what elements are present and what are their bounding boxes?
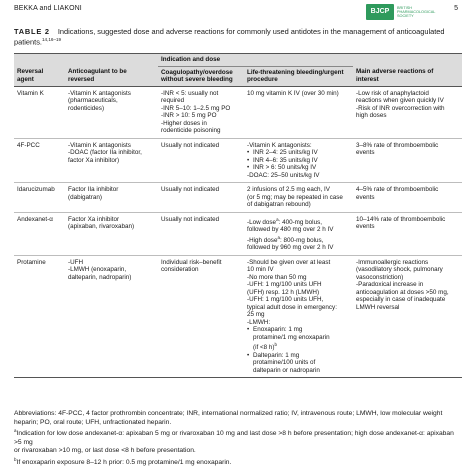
cell-reversed: Factor Xa inhibitor (apixaban, rivaroxaban) — [65, 212, 158, 255]
cell-agent: Andexanet-α — [14, 212, 65, 255]
running-head-authors: BEKKA and LIAKONI — [14, 5, 82, 12]
table-label: TABLE 2 — [14, 27, 50, 36]
cell-agent: Protamine — [14, 255, 65, 378]
cell-coagulopathy: -INR < 5: usually not required -INR 5–10: 1–2.5 mg PO -INR > 10: 5 mg PO -Higher doses in rodenticide poisoning — [158, 86, 244, 138]
cell-agent: 4F-PCC — [14, 138, 65, 183]
column-header-reversed: Anticoagulant to be reversed — [65, 66, 158, 86]
list-item: • INR 2–4: 25 units/kg IV — [247, 149, 350, 157]
page-number: 5 — [454, 5, 458, 12]
cell-coagulopathy: Individual risk–benefit consideration — [158, 255, 244, 378]
column-header-life-threatening: Life-threatening bleeding/urgent procedure — [244, 66, 353, 86]
table-caption — [14, 28, 460, 47]
group-header-indication: Indication and dose — [158, 54, 353, 67]
table-row — [14, 86, 462, 138]
cell-coagulopathy: Usually not indicated — [158, 138, 244, 183]
list-item: • Enoxaparin: 1 mg — [247, 326, 350, 334]
cell-adverse: 4–5% rate of thromboembolic events — [353, 183, 462, 213]
column-header-coagulopathy: Coagulopathy/overdose without severe bleeding — [158, 66, 244, 86]
cell-agent: Idarucizumab — [14, 183, 65, 213]
table-row — [14, 212, 462, 255]
cell-agent: Vitamin K — [14, 86, 65, 138]
cell-life-threatening: -Low dose$^a$: 400-mg bolus, followed by 480 mg over 2 h IV -High dose$^a$: 800-mg bolus, followed by 960 mg over 2 h IV — [244, 212, 353, 255]
footnote-a: $^a$Indication for low dose andexanet-α: apixaban 5 mg or rivaroxaban 10 mg and last dose >8 h before presentation; high dose andexanet-α: apixaban >5 mg — [14, 428, 454, 446]
cell-coagulopathy: Usually not indicated — [158, 183, 244, 213]
footnote-abbreviations: Abbreviations: 4F-PCC, 4 factor prothrombin concentrate; INR, international normalized ratio; IV, intravenous route; LMWH, low molecular weight — [14, 410, 443, 417]
caption-refs: 14,16–19 — [41, 37, 62, 43]
journal-logo — [366, 4, 448, 20]
list-item: • Dalteparin: 1 mg — [247, 352, 350, 360]
cell-reversed: -Vitamin K antagonists -DOAC (factor IIa inhibitor, factor Xa inhibitor) — [65, 138, 158, 183]
antidote-table — [14, 53, 462, 378]
cell-reversed: -UFH -LMWH (enoxaparin, dalteparin, nadroparin) — [65, 255, 158, 378]
cell-life-threatening: -Should be given over at least 10 min IV -No more than 50 mg -UFH: 1 mg/100 units UFH (UFH) resp. 12 h (LMWH) -UFH: 1 mg/100 units UFH, typical adult dose in emergency: 25 mg -LMWH: • Enoxaparin: 1 mg protamine/1 mg enoxaparin (if <8 h)$^b$ • Dalteparin: 1 mg protamine/100 units of dalteparin or nadroparin — [244, 255, 353, 378]
table-footnotes: Abbreviations: 4F-PCC, 4 factor prothrombin concentrate; INR, international normalized ratio; IV, intravenous route; LMWH, low molecular weight heparin; PO, oral route; UFH, unfractionated heparin. $^a$Indication for low dose andexanet-α: apixaban 5 mg or rivaroxaban 10 mg and last dose >8 h before presentation; high dose andexanet-α: apixaban >5 mg or rivaroxaban >10 mg, or last dose <8 h before presentation. $^b$If enoxaparin exposure 8–12 h prior: 0.5 mg protamine/1 mg enoxaparin. — [14, 410, 462, 467]
table-row — [14, 138, 462, 183]
cell-adverse: 10–14% rate of thromboembolic events — [353, 212, 462, 255]
cell-adverse: 3–8% rate of thromboembolic events — [353, 138, 462, 183]
cell-coagulopathy: Usually not indicated — [158, 212, 244, 255]
cell-reversed: Factor IIa inhibitor (dabigatran) — [65, 183, 158, 213]
list-item: • INR 4–6: 35 units/kg IV — [247, 157, 350, 165]
cell-life-threatening: 2 infusions of 2.5 mg each, IV (or 5 mg; may be repeated in case of dabigatran rebound) — [244, 183, 353, 213]
journal-logo-badge: BJCP — [366, 4, 394, 20]
cell-life-threatening: -Vitamin K antagonists: • INR 2–4: 25 units/kg IV • INR 4–6: 35 units/kg IV • INR > 6: 50 units/kg IV -DOAC: 25–50 units/kg IV — [244, 138, 353, 183]
cell-adverse: -Low risk of anaphylactoid reactions when given quickly IV -Risk of INR overcorrection with high doses — [353, 86, 462, 138]
society-name: BRITISH PHARMACOLOGICAL SOCIETY — [397, 6, 436, 19]
cell-reversed: -Vitamin K antagonists (pharmaceuticals, rodenticides) — [65, 86, 158, 138]
footnote-b: $^b$If enoxaparin exposure 8–12 h prior: 0.5 mg protamine/1 mg enoxaparin. — [14, 456, 232, 466]
list-item: • INR > 6: 50 units/kg IV — [247, 164, 350, 172]
caption-text: Indications, suggested dose and adverse reactions for commonly used antidotes in the management of anticoagulated patients. — [14, 27, 445, 47]
column-header-adverse: Main adverse reactions of interest — [353, 66, 462, 86]
page-header — [14, 0, 464, 26]
table-row — [14, 255, 462, 378]
table-row — [14, 183, 462, 213]
cell-adverse: -Immunoallergic reactions (vasodilatory shock, pulmonary vasoconstriction) -Paradoxical increase in anticoagulation at doses >50 mg, especially in case of inadequate LMWH reversal — [353, 255, 462, 378]
cell-life-threatening: 10 mg vitamin K IV (over 30 min) — [244, 86, 353, 138]
column-header-agent: Reversal agent — [14, 66, 65, 86]
